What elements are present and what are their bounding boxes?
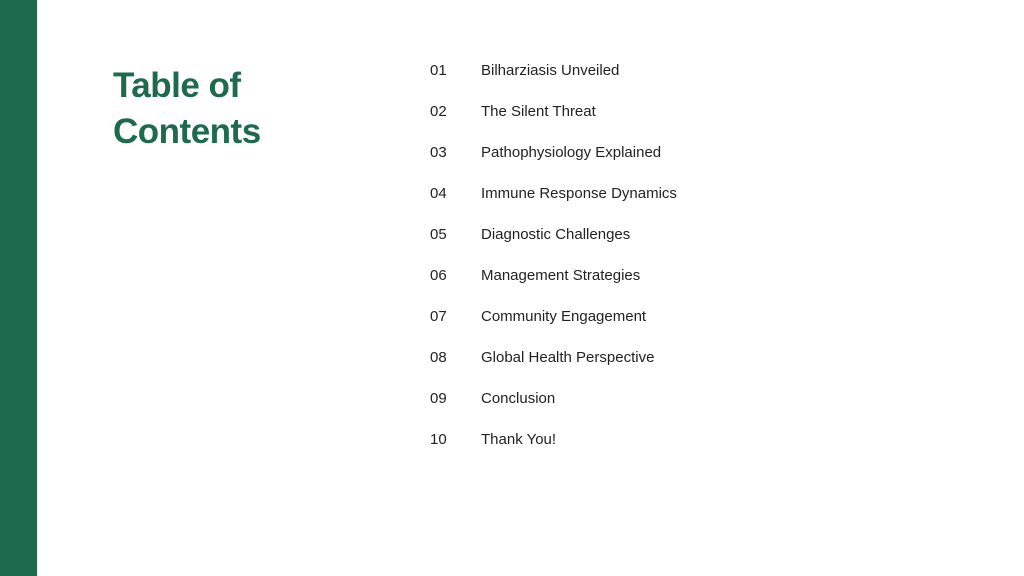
toc-item-number: 03: [430, 144, 447, 161]
toc-item-number: 02: [430, 103, 447, 120]
toc-item: [430, 214, 677, 255]
toc-item-number: 04: [430, 185, 447, 202]
toc-item-label: Immune Response Dynamics: [481, 185, 677, 202]
toc-item: [430, 50, 677, 91]
toc-item-number: 05: [430, 226, 447, 243]
toc-item-label: Pathophysiology Explained: [481, 144, 662, 161]
toc-item-label: Management Strategies: [481, 267, 641, 284]
toc-item-number: 06: [430, 267, 447, 284]
slide-title: Table of Contents: [113, 66, 261, 151]
toc-item-label: Community Engagement: [481, 308, 647, 325]
toc-item: [430, 337, 677, 378]
toc-item-number: 01: [430, 62, 447, 79]
toc-item: [430, 419, 677, 460]
toc-item: [430, 173, 677, 214]
toc-item-label: Bilharziasis Unveiled: [481, 62, 620, 79]
toc-item-label: Conclusion: [481, 390, 556, 407]
toc-list: [430, 50, 677, 460]
toc-item-label: Thank You!: [481, 431, 557, 448]
toc-item-number: 10: [430, 431, 447, 448]
toc-item: [430, 132, 677, 173]
toc-item: [430, 91, 677, 132]
accent-side-bar: [0, 0, 37, 576]
toc-item-label: Global Health Perspective: [481, 349, 655, 366]
toc-item-number: 07: [430, 308, 447, 325]
toc-item-number: 09: [430, 390, 447, 407]
toc-item: [430, 255, 677, 296]
toc-item: [430, 296, 677, 337]
toc-item-label: Diagnostic Challenges: [481, 226, 631, 243]
toc-item-number: 08: [430, 349, 447, 366]
toc-item: [430, 378, 677, 419]
toc-item-label: The Silent Threat: [481, 103, 596, 120]
